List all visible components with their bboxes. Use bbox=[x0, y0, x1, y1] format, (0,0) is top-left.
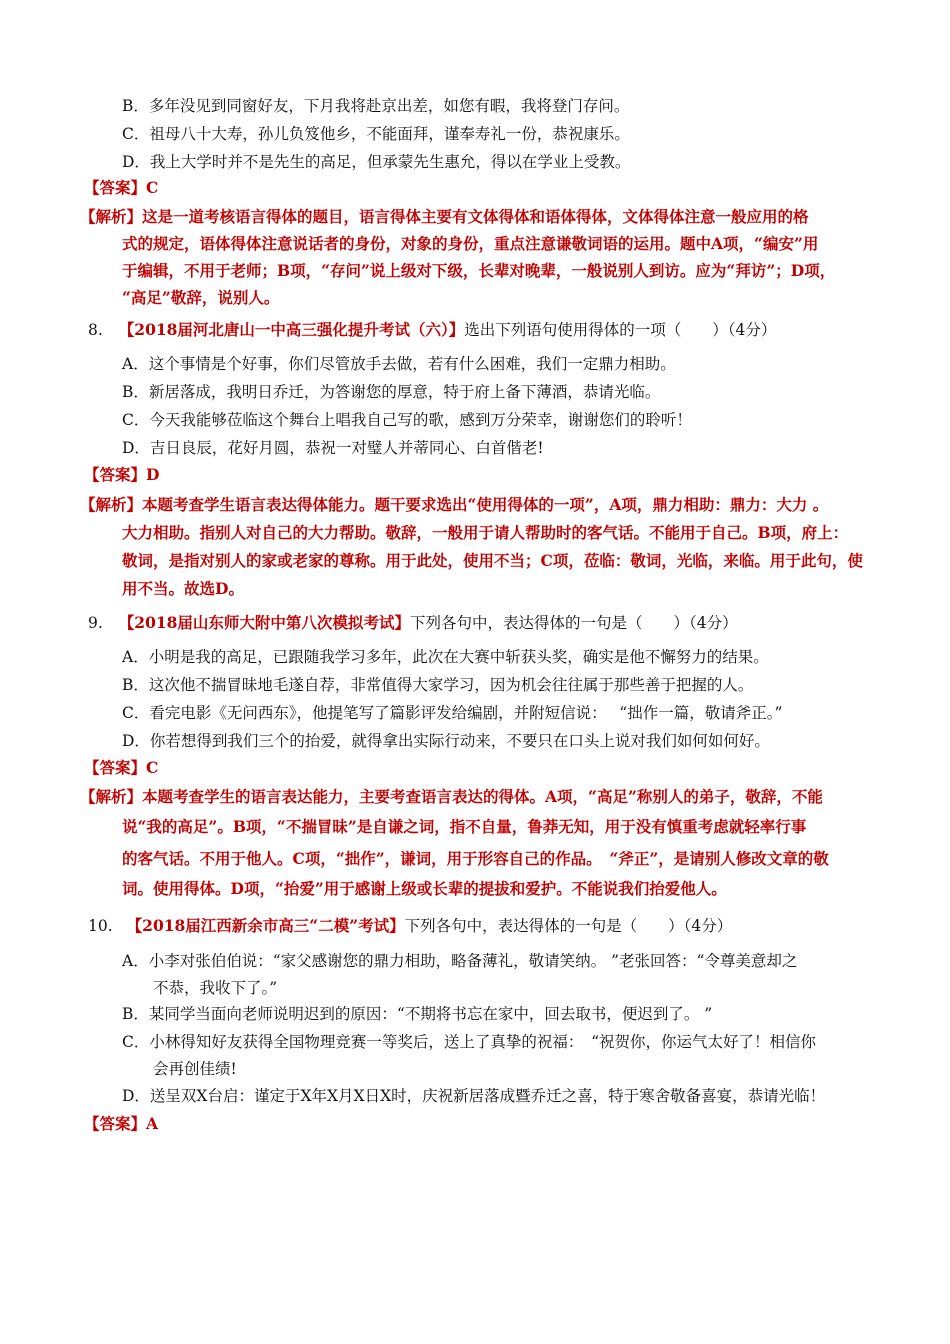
question-number: 8. bbox=[88, 321, 103, 339]
q9-option-d: D．你若想得到我们三个的抬爱，就得拿出实际行动来，不要只在口头上说对我们如何如何好。 bbox=[122, 732, 770, 750]
q9-analysis-line-4: 词。使用得体。D项，“抬爱”用于感谢上级或长辈的提拔和爱护。不能说我们抬爱他人。 bbox=[122, 879, 727, 898]
q8-stem bbox=[88, 320, 776, 340]
answer-value: A bbox=[146, 1114, 159, 1133]
question-source: 【2018届山东师大附中第八次模拟考试】 bbox=[118, 613, 410, 632]
q7-analysis-line-1: 【解析】这是一道考核语言得体的题目，语言得体主要有文体得体和语体得体，文体得体注意一般应用的格 bbox=[80, 207, 809, 226]
question-stem: 下列各句中，表达得体的一句是（ ）（4分） bbox=[404, 917, 733, 935]
q7-analysis-line-2: 式的规定，语体得体注意说话者的身份，对象的身份，重点注意谦敬词语的运用。题中A项，“编安”用 bbox=[122, 234, 819, 253]
answer-value: C bbox=[146, 178, 159, 197]
q9-stem bbox=[88, 613, 738, 633]
answer-tag: 【答案】 bbox=[84, 1114, 147, 1133]
answer-value: C bbox=[146, 758, 159, 777]
q10-stem bbox=[88, 916, 732, 936]
q9-option-c: C．看完电影《无问西东》，他提笔写了篇影评发给编剧，并附短信说： “拙作一篇，敬请斧正。” bbox=[122, 704, 783, 722]
analysis-tag: 【解析】 bbox=[80, 787, 143, 806]
q10-option-d: D．送呈双X台启：谨定于X年X月X日X时，庆祝新居落成暨乔迁之喜，特于寒舍敬备喜宴，恭请光临！ bbox=[122, 1087, 826, 1105]
q8-analysis-line-1: 【解析】本题考查学生语言表达得体能力。题干要求选出“使用得体的一项”，A项，鼎力相助：鼎力：大力 。 bbox=[80, 495, 829, 514]
q8-analysis-line-2: 大力相助。指别人对自己的大力帮助。敬辞，一般用于请人帮助时的客气话。不能用于自己。B项，府上： bbox=[122, 523, 849, 542]
q8-option-c: C．今天我能够莅临这个舞台上唱我自己写的歌，感到万分荣幸，谢谢您们的聆听！ bbox=[122, 411, 692, 429]
q7-analysis-line-3: 于编辑，不用于老师；B项，“存问”说上级对下级，长辈对晚辈，一般说别人到访。应为“拜访”；D项， bbox=[122, 261, 836, 280]
q8-option-d: D．吉日良辰，花好月圆，恭祝一对璧人并蒂同心、白首偕老! bbox=[122, 439, 544, 457]
answer-tag: 【答案】 bbox=[84, 465, 147, 484]
q7-option-d: D．我上大学时并不是先生的高足，但承蒙先生惠允，得以在学业上受教。 bbox=[122, 153, 631, 171]
q10-option-a: A．小李对张伯伯说：“家父感谢您的鼎力相助，略备薄礼，敬请笑纳。 ”老张回答：“令尊美意却之 bbox=[122, 952, 798, 970]
q10-option-b: B．某同学当面向老师说明迟到的原因：“不期将书忘在家中，回去取书，便迟到了。 ” bbox=[122, 1005, 713, 1023]
q9-option-b: B．这次他不揣冒昧地毛遂自荐，非常值得大家学习，因为机会往往属于那些善于把握的人。 bbox=[122, 676, 754, 694]
question-source: 【2018届河北唐山一中高三强化提升考试（六）】 bbox=[118, 320, 465, 339]
question-stem: 下列各句中，表达得体的一句是（ ）（4分） bbox=[409, 614, 738, 632]
q7-option-c: C．祖母八十大寿，孙儿负笈他乡，不能面拜，谨奉寿礼一份，恭祝康乐。 bbox=[122, 125, 630, 143]
q10-option-c-continued: 会再创佳绩! bbox=[122, 1060, 237, 1078]
q8-analysis-line-3: 敬词，是指对别人的家或老家的尊称。用于此处，使用不当；C项，莅临：敬词，光临，来临。用于此句，使 bbox=[122, 551, 863, 570]
q10-option-a-continued: 不恭，我收下了。” bbox=[122, 979, 278, 997]
answer-tag: 【答案】 bbox=[84, 178, 147, 197]
answer-tag: 【答案】 bbox=[84, 758, 147, 777]
q7-answer bbox=[84, 178, 158, 198]
q9-analysis-line-3: 的客气话。不用于他人。C项，“拙作”，谦词，用于形容自己的作品。 “斧正”，是请别人修改文章的敬 bbox=[122, 849, 829, 868]
question-number: 10. bbox=[88, 917, 113, 935]
question-source: 【2018届江西新余市高三“二模”考试】 bbox=[126, 916, 405, 935]
analysis-tag: 【解析】 bbox=[80, 207, 143, 226]
answer-value: D bbox=[146, 465, 160, 484]
q7-analysis-line-4: “高足”敬辞，说别人。 bbox=[122, 288, 280, 307]
q9-analysis-line-1: 【解析】本题考查学生的语言表达能力，主要考查语言表达的得体。A项，“高足”称别人的弟子，敬辞，不能 bbox=[80, 787, 823, 806]
analysis-tag: 【解析】 bbox=[80, 495, 143, 514]
q8-option-b: B．新居落成，我明日乔迁，为答谢您的厚意，特于府上备下薄酒，恭请光临。 bbox=[122, 383, 661, 401]
q8-option-a: A．这个事情是个好事，你们尽管放手去做，若有什么困难，我们一定鼎力相助。 bbox=[122, 355, 676, 373]
q10-answer bbox=[84, 1114, 158, 1134]
q8-answer bbox=[84, 465, 159, 485]
q7-option-b: B．多年没见到同窗好友，下月我将赴京出差，如您有暇，我将登门存问。 bbox=[122, 97, 630, 115]
q9-answer bbox=[84, 758, 158, 778]
q8-analysis-line-4: 用不当。故选D。 bbox=[122, 579, 244, 598]
q10-option-c: C．小林得知好友获得全国物理竞赛一等奖后，送上了真挚的祝福： “祝贺你，你运气太好了！相信你 bbox=[122, 1033, 817, 1051]
q9-option-a: A．小明是我的高足，已跟随我学习多年，此次在大赛中斩获头奖，确实是他不懈努力的结果。 bbox=[122, 648, 769, 666]
question-stem: 选出下列语句使用得体的一项（ ）（4分） bbox=[464, 321, 777, 339]
question-number: 9. bbox=[88, 614, 103, 632]
q9-analysis-line-2: 说“我的高足”。B项，“不揣冒昧”是自谦之词，指不自量，鲁莽无知，用于没有慎重考虑就轻率行事 bbox=[122, 817, 807, 836]
